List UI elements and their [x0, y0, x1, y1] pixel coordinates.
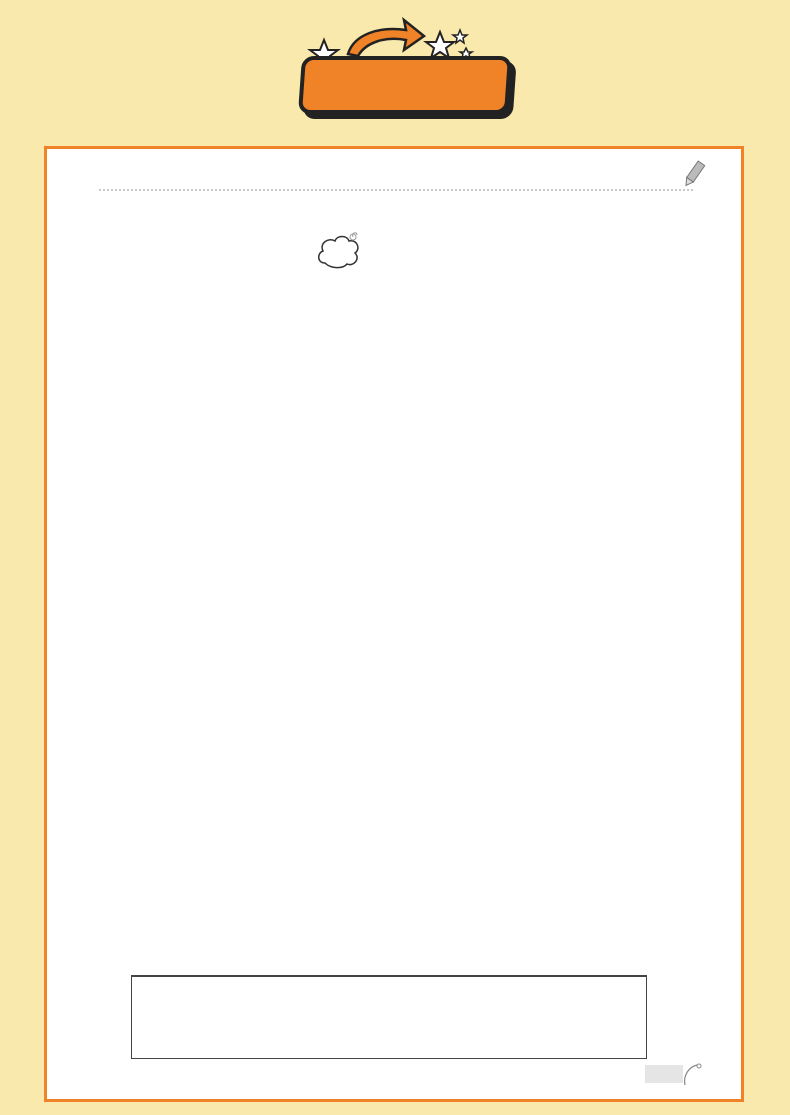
cloud-icon — [315, 231, 361, 271]
header-divider — [99, 189, 693, 191]
lesson-heading — [315, 229, 365, 273]
more-content-banner[interactable] — [300, 56, 512, 120]
swirl-icon — [681, 1061, 703, 1087]
pencil-icon — [681, 159, 707, 189]
page-number — [645, 1065, 683, 1083]
correction-table — [131, 975, 647, 1059]
worksheet-page — [44, 146, 744, 1102]
